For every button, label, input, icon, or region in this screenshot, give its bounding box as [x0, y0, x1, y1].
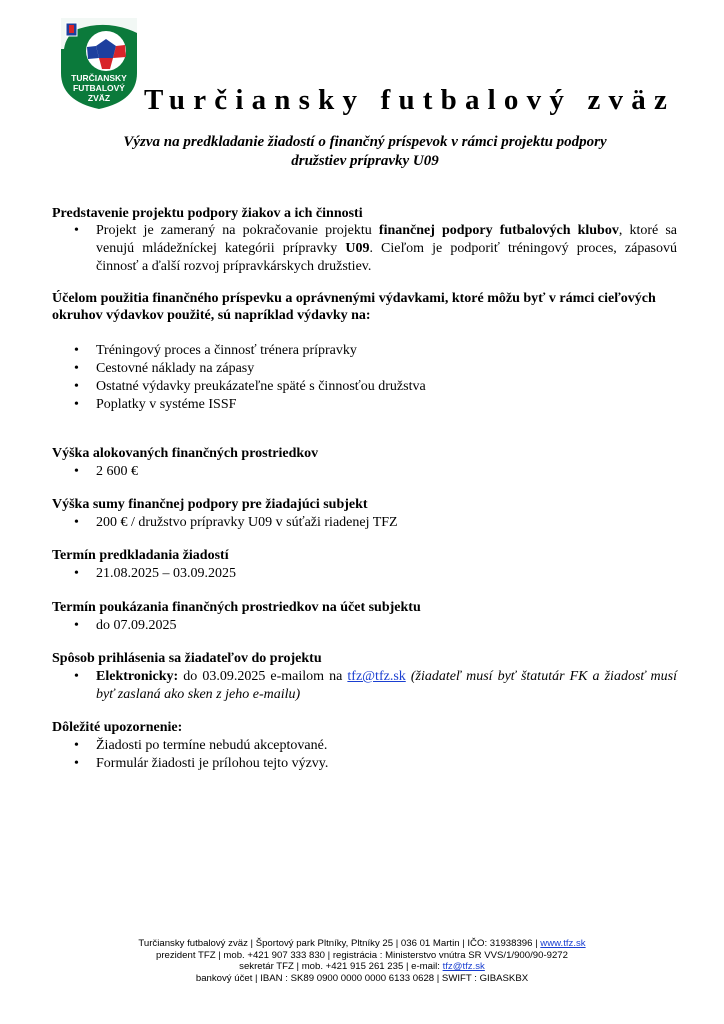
list-item: • 21.08.2025 – 03.09.2025: [74, 566, 236, 581]
list-item: • Formulár žiadosti je prílohou tejto výzvy.: [74, 756, 329, 771]
bullet-icon: •: [74, 379, 79, 394]
section-heading-support-amount: Výška sumy finančnej podpory pre žiadajúci subjekt: [52, 497, 368, 512]
section-heading-application-method: Spôsob prihlásenia sa žiadateľov do projektu: [52, 651, 322, 666]
submission-deadline-list: [52, 565, 677, 583]
bullet-icon: •: [74, 223, 79, 238]
section-heading-project-intro: Predstavenie projektu podpory žiakov a ich činnosti: [52, 206, 363, 221]
section-heading-payment-date: Termín poukázania finančných prostriedkov na účet subjektu: [52, 600, 421, 615]
section-heading-allocated-funds: Výška alokovaných finančných prostriedkov: [52, 446, 319, 461]
list-item: • Cestovné náklady na zápasy: [74, 361, 255, 376]
payment-date-list: [52, 617, 677, 635]
organization-title: Turčiansky futbalový zväz: [144, 84, 676, 116]
eligible-expenses-list: [52, 342, 677, 414]
footer-line-bank: bankový účet | IBAN : SK89 0900 0000 0000 6133 0628 | SWIFT : GIBASKBX: [195, 973, 529, 985]
list-item: • Elektronicky: do 03.09.2025 e-mailom na tfz@tfz.sk (žiadateľ musí byť štatutár FK a žiadosť musí byť zaslaná ako sken z jeho e-mailu): [74, 669, 677, 702]
logo-text-line3: ZVÄZ: [87, 93, 111, 103]
bullet-icon: •: [74, 464, 79, 479]
subtitle-line1: Výzva na predkladanie žiadostí o finančný príspevok v rámci projektu podpory: [123, 134, 607, 150]
list-item: • Poplatky v systéme ISSF: [74, 397, 237, 412]
bullet-icon: •: [74, 618, 79, 633]
footer-line-secretary: sekretár TFZ | mob. +421 915 261 235 | e-mail: tfz@tfz.sk: [239, 961, 485, 973]
footer-email-link[interactable]: tfz@tfz.sk: [442, 961, 485, 973]
email-link[interactable]: tfz@tfz.sk: [347, 669, 406, 684]
page-footer: [40, 938, 684, 985]
allocated-funds-list: [52, 463, 677, 481]
list-item: • 200 € / družstvo prípravky U09 v súťaži riadenej TFZ: [74, 515, 398, 530]
bullet-icon: •: [74, 343, 79, 358]
list-item: • Žiadosti po termíne nebudú akceptované.: [74, 738, 328, 753]
section-heading-submission-deadline: Termín predkladania žiadostí: [52, 548, 229, 563]
bullet-icon: •: [74, 361, 79, 376]
list-item: • Tréningový proces a činnosť trénera prípravky: [74, 343, 357, 358]
footer-line-president: prezident TFZ | mob. +421 907 333 830 | registrácia : Ministerstvo vnútra SR VVS/1/900/90-9272: [156, 949, 568, 961]
subtitle-line2: družstiev prípravky U09: [291, 153, 439, 169]
list-item: • do 07.09.2025: [74, 618, 177, 633]
bullet-icon: •: [74, 756, 79, 771]
bullet-icon: •: [74, 397, 79, 412]
support-amount-list: [52, 514, 677, 532]
section-heading-important-notice: Dôležité upozornenie:: [52, 720, 183, 735]
important-notice-list: [52, 737, 677, 773]
call-subtitle: [60, 133, 670, 171]
list-item: • 2 600 €: [74, 464, 138, 479]
bullet-icon: •: [74, 738, 79, 753]
tfz-logo: [58, 15, 140, 111]
logo-text-line2: FUTBALOVÝ: [73, 83, 125, 93]
bullet-icon: •: [74, 669, 79, 684]
bullet-icon: •: [74, 515, 79, 530]
project-intro-list: [52, 222, 677, 276]
footer-line-address: Turčiansky futbalový zväz | Športový park Pltníky, Pltníky 25 | 036 01 Martin | IČO: 31938396 | www.tfz.sk: [138, 938, 586, 949]
bullet-icon: •: [74, 566, 79, 581]
logo-text-line1: TURČIANSKY: [71, 73, 127, 83]
application-method-list: [52, 668, 677, 704]
section-heading-eligible-expenses: Účelom použitia finančného príspevku a oprávnenými výdavkami, ktoré môžu byť v rámci cieľových okruhov výdavkov použité, sú napríklad výdavky na:: [52, 291, 656, 323]
list-item: • Projekt je zameraný na pokračovanie projektu finančnej podpory futbalových klubov, ktoré sa venujú mládežníckej kategórii prípravky U09. Cieľom je podporiť tréningový proces, zápasovú činnosť a ďalší rozvoj prípravkárskych družstiev.: [74, 223, 678, 274]
list-item: • Ostatné výdavky preukázateľne späté s činnosťou družstva: [74, 379, 426, 394]
website-link[interactable]: www.tfz.sk: [540, 938, 586, 949]
